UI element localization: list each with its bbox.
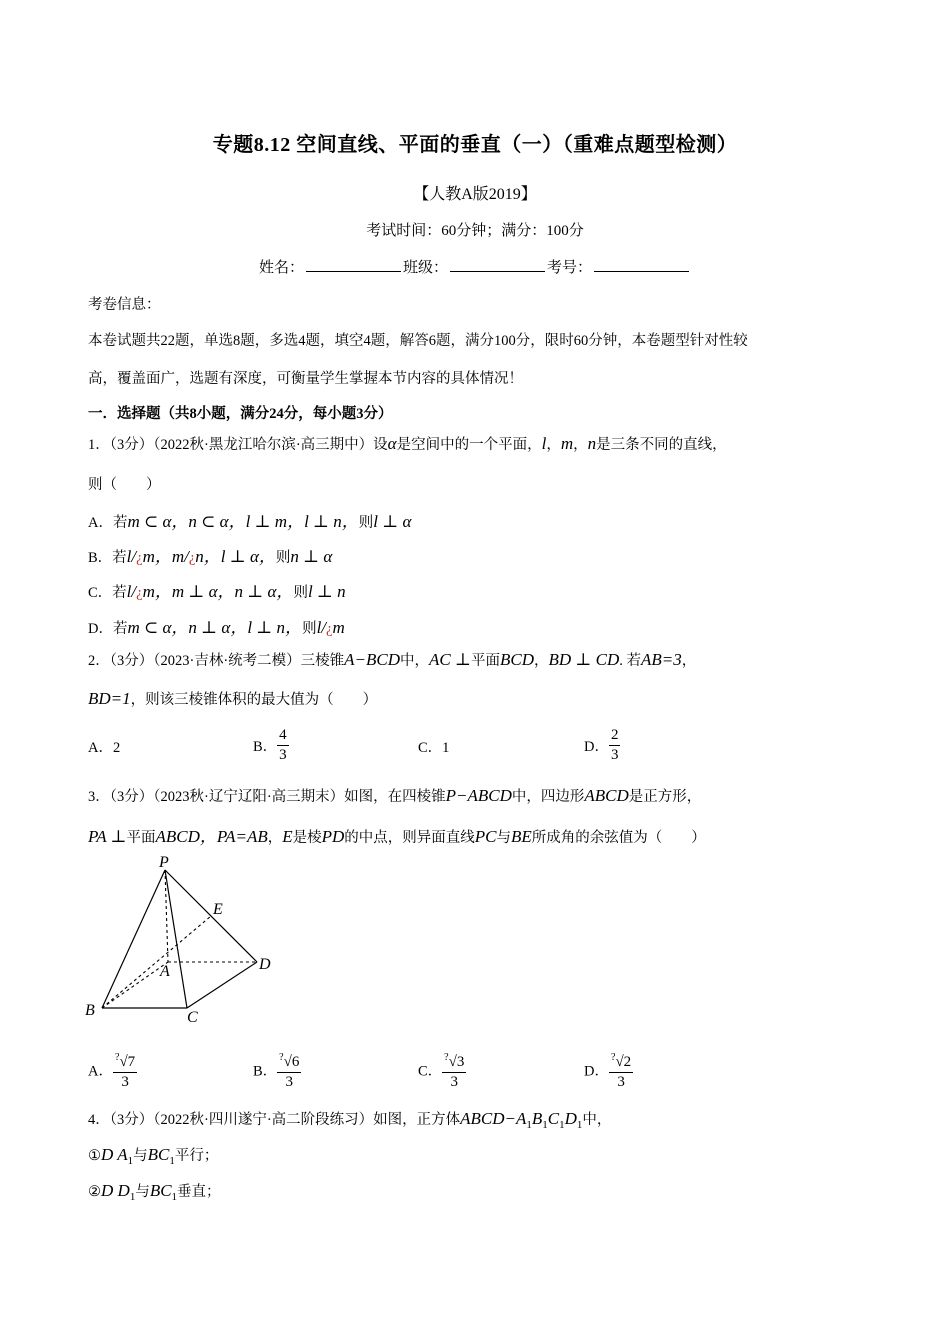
class-blank[interactable] bbox=[450, 257, 545, 272]
info-line-1: 本卷试题共22题，单选8题，多选4题，填空4题，解答6题，满分100分，限时60分钟，本卷题型针对性较 bbox=[88, 333, 748, 349]
q4-item-2: ②D $D_1$与$BC_1$垂直； bbox=[88, 1181, 221, 1203]
q2-stem: 2．（3分）（2023·吉林·统考二模）三棱锥A−BCD中，AC ⊥平面BCD，BD ⊥ CD. 若AB=3， bbox=[88, 650, 697, 669]
name-blank[interactable] bbox=[306, 257, 401, 272]
q1-option-b[interactable]: B．若l/¿m，m/¿n，l ⊥ α，则n ⊥ α bbox=[88, 547, 333, 566]
label-b: B bbox=[85, 1002, 95, 1019]
label-d: D bbox=[259, 956, 271, 973]
q2-stem-cont: BD=1，则该三棱锥体积的最大值为（ ） bbox=[88, 689, 378, 708]
class-label: 班级： bbox=[402, 260, 448, 276]
q2-option-b[interactable]: B． $\frac{4}{3}$ bbox=[253, 727, 287, 763]
info-heading: 考卷信息： bbox=[88, 297, 161, 313]
q1-option-c[interactable]: C．若l/¿m，m ⊥ α，n ⊥ α，则l ⊥ n bbox=[88, 582, 346, 601]
edge-cd bbox=[187, 962, 257, 1008]
edge-pb bbox=[102, 870, 165, 1008]
label-p: P bbox=[159, 855, 169, 871]
edge-pd bbox=[165, 870, 257, 962]
q2-option-d[interactable]: D． $\frac{2}{3}$ bbox=[584, 727, 619, 763]
q3-option-c[interactable]: C． $\frac{^?√3}{3}$ bbox=[418, 1048, 466, 1092]
student-info-row bbox=[0, 256, 950, 277]
section-heading: 一．选择题（共8小题，满分24分，每小题3分） bbox=[88, 406, 393, 422]
q1-stem: 1．（3分）（2022秋·黑龙江哈尔滨·高三期中）设α是空间中的一个平面，l，m，n是三条不同的直线， bbox=[88, 434, 727, 453]
q3-option-a[interactable]: A． $\frac{^?√7}{3}$ bbox=[88, 1048, 137, 1092]
q4-stem: 4．（3分）（2022秋·四川遂宁·高二阶段练习）如图，正方体$ABCD-A_1B_1C_1D_1$中， bbox=[88, 1109, 612, 1131]
q3-stem-cont: PA ⊥平面ABCD，PA=AB，E是棱PD的中点，则异面直线PC与BE所成角的余弦值为（ ） bbox=[88, 827, 706, 846]
edition-label: 【人教A版2019】 bbox=[413, 186, 537, 203]
label-a: A bbox=[160, 963, 170, 980]
pyramid-figure bbox=[80, 855, 290, 1030]
q1-option-a[interactable]: A．若m ⊂ α，n ⊂ α，l ⊥ m，l ⊥ n，则l ⊥ α bbox=[88, 512, 412, 531]
q1-stem-cont: 则（ ） bbox=[88, 477, 161, 493]
q3-option-d[interactable]: D． $\frac{^?√2}{3}$ bbox=[584, 1048, 633, 1092]
info-line-2: 高，覆盖面广，选题有深度，可衡量学生掌握本节内容的具体情况！ bbox=[88, 371, 523, 387]
name-label: 姓名： bbox=[258, 260, 304, 276]
page-title: 专题8.12 空间直线、平面的垂直（一）（重难点题型检测） bbox=[212, 134, 738, 156]
id-blank[interactable] bbox=[594, 257, 689, 272]
q3-stem: 3．（3分）（2023秋·辽宁辽阳·高三期末）如图，在四棱锥P−ABCD中，四边形ABCD是正方形， bbox=[88, 786, 702, 805]
id-label: 考号： bbox=[547, 260, 593, 276]
q3-option-b[interactable]: B． $\frac{^?√6}{3}$ bbox=[253, 1048, 301, 1092]
label-c: C bbox=[187, 1009, 198, 1026]
q2-option-c[interactable]: C．1 bbox=[418, 740, 450, 756]
edge-pc bbox=[165, 870, 187, 1008]
q2-option-a[interactable]: A．2 bbox=[88, 740, 121, 756]
exam-info: 考试时间：60分钟；满分：100分 bbox=[366, 223, 584, 239]
q1-option-d[interactable]: D．若m ⊂ α，n ⊥ α，l ⊥ n，则l/¿m bbox=[88, 618, 345, 637]
q4-item-1: ①D $A_1$与$BC_1$平行； bbox=[88, 1145, 219, 1167]
label-e: E bbox=[213, 901, 223, 918]
